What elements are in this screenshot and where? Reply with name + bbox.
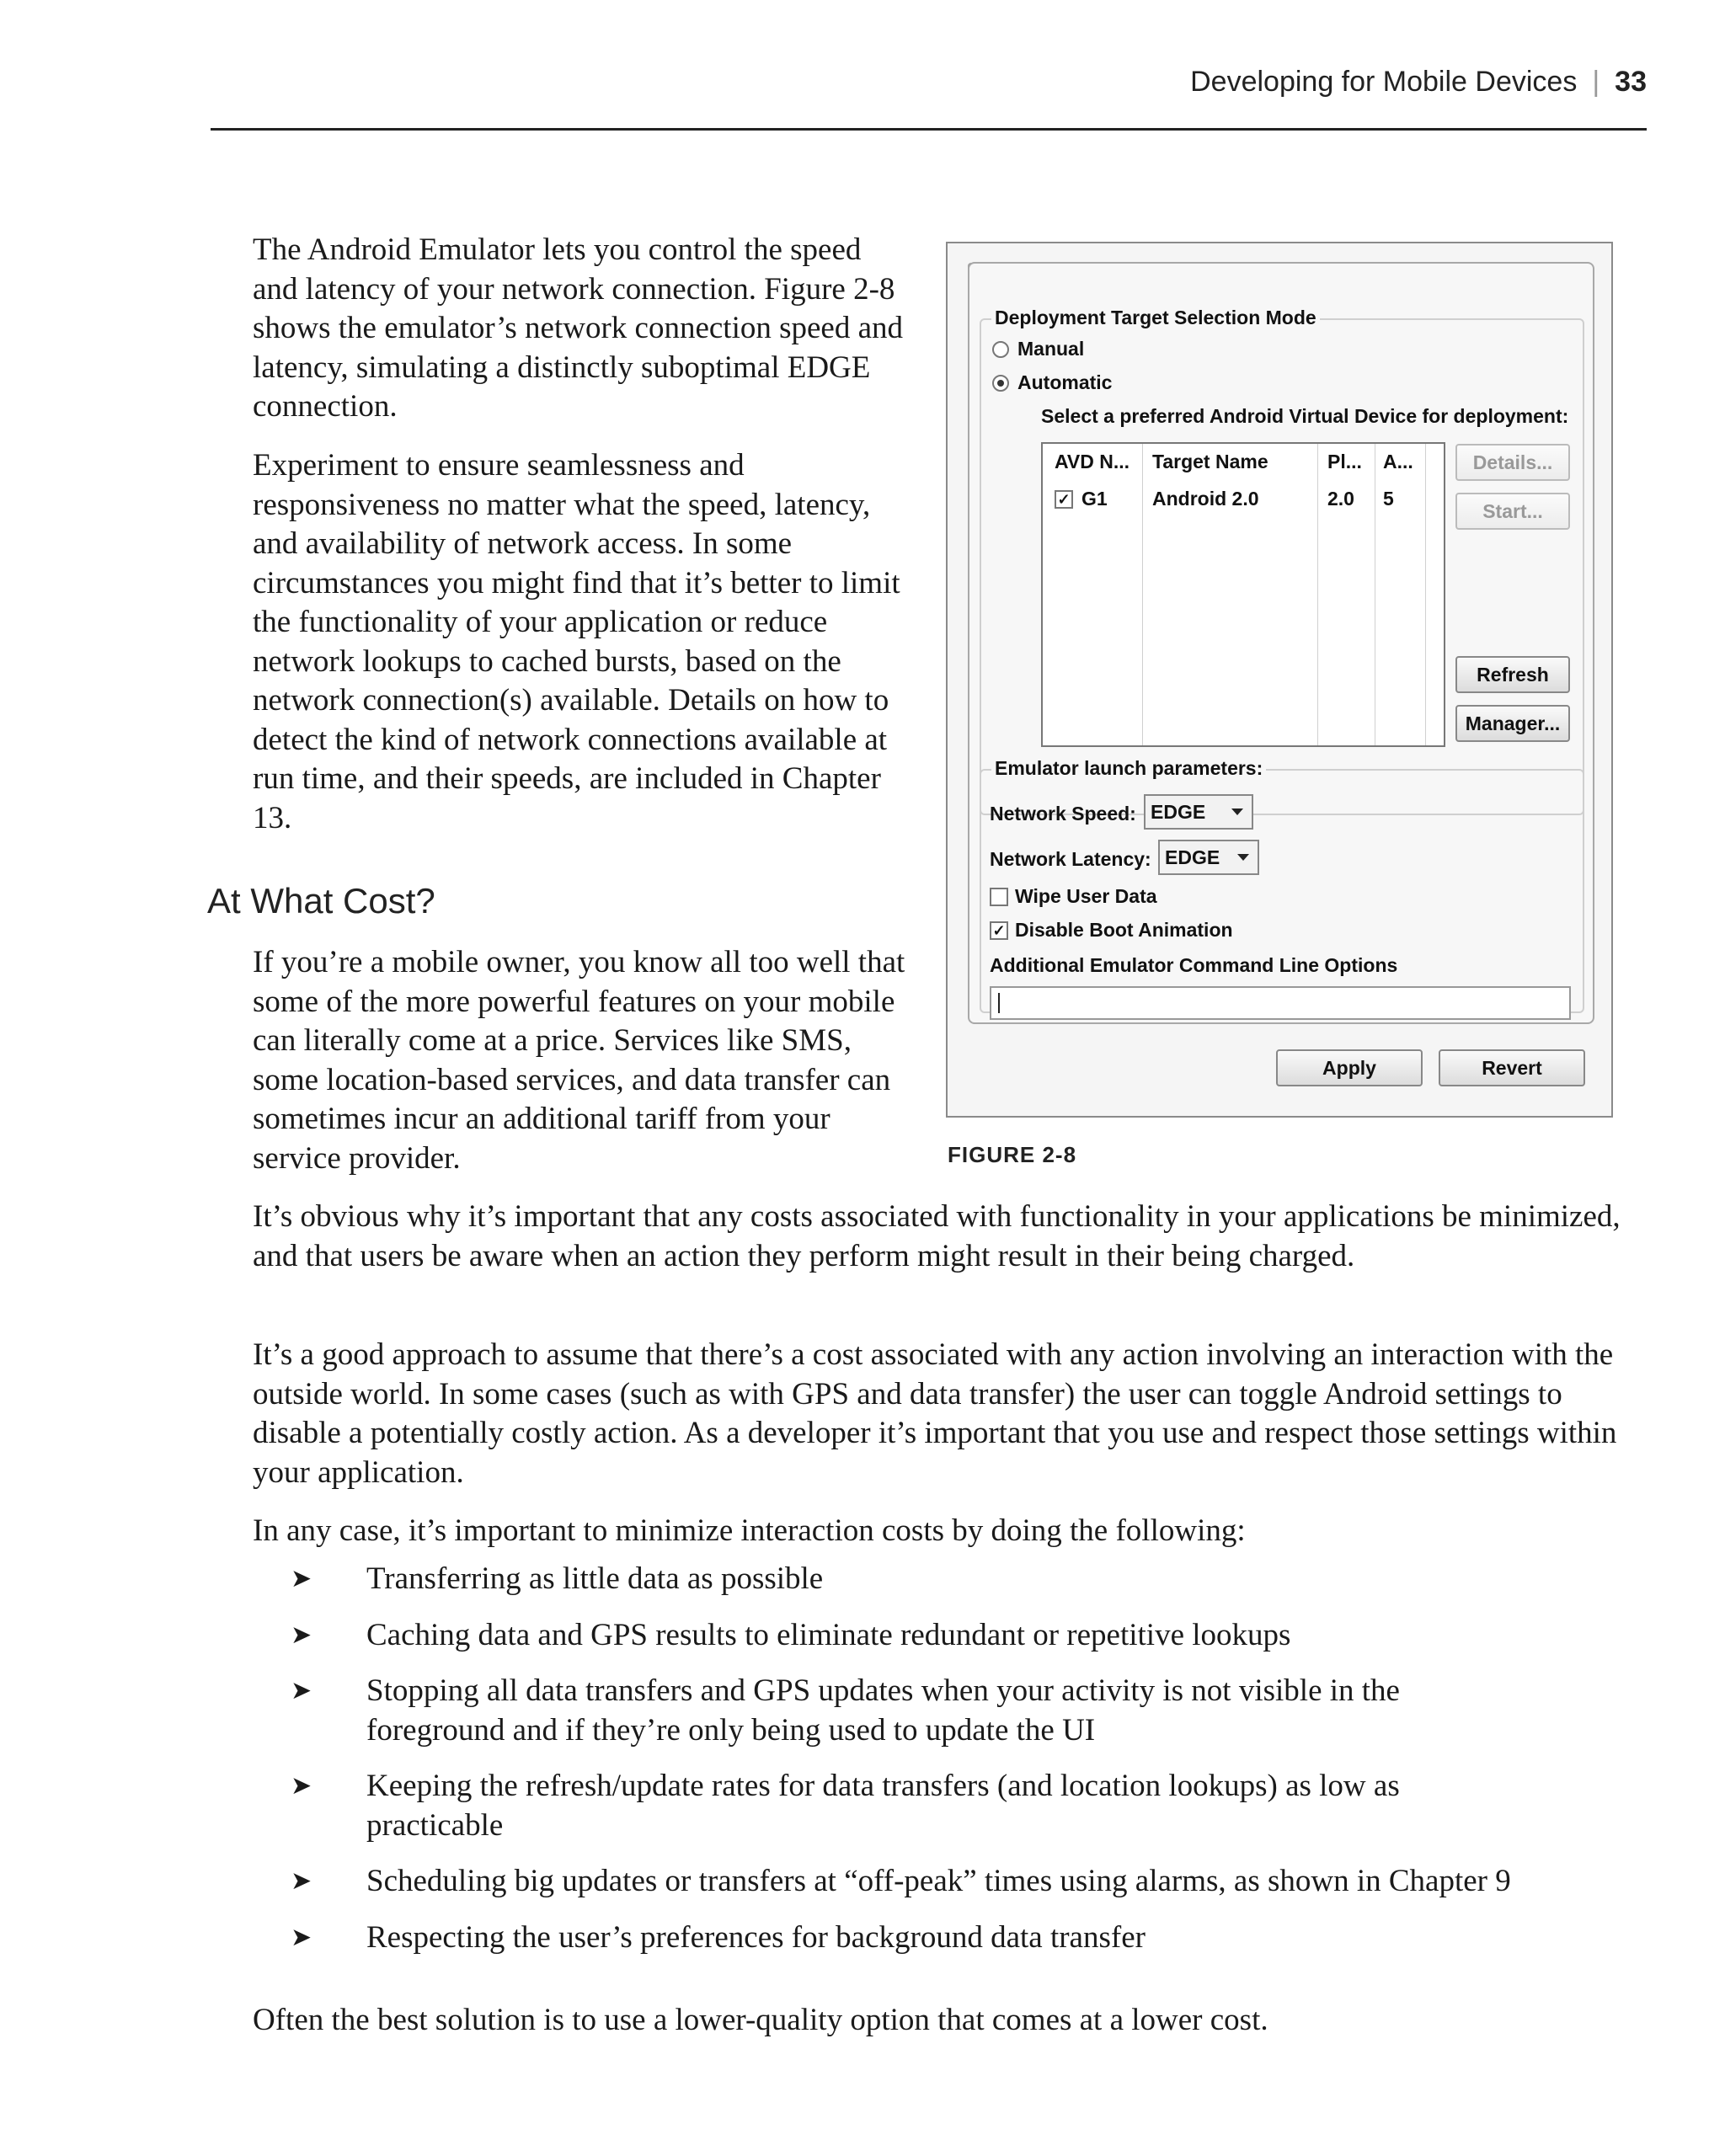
bullet-text: Respecting the user’s preferences for background data transfer bbox=[366, 1919, 1146, 1955]
bullet-text: Caching data and GPS results to eliminate redundant or repetitive lookups bbox=[366, 1617, 1291, 1652]
radio-automatic-label: Automatic bbox=[1017, 371, 1113, 393]
bullet-list bbox=[253, 1560, 1634, 1974]
apply-button-label: Apply bbox=[1322, 1056, 1376, 1079]
wipe-user-data-checkbox[interactable] bbox=[990, 885, 1157, 908]
avd-header-target[interactable]: Target Name bbox=[1152, 451, 1268, 472]
avd-header-platform[interactable]: Pl... bbox=[1327, 451, 1362, 472]
disable-boot-animation-checkbox[interactable] bbox=[990, 919, 1233, 942]
radio-button[interactable] bbox=[992, 341, 1009, 358]
radio-manual-label: Manual bbox=[1017, 338, 1085, 360]
avd-row-api: 5 bbox=[1383, 488, 1394, 510]
avd-row-checkbox[interactable]: ✓ bbox=[1055, 490, 1073, 509]
closing-paragraph: Often the best solution is to use a lower-quality option that comes at a lower cost. bbox=[253, 2003, 1268, 2037]
section-heading: At What Cost? bbox=[207, 881, 435, 921]
radio-manual[interactable] bbox=[992, 338, 1084, 360]
revert-button[interactable] bbox=[1439, 1049, 1585, 1086]
bullet-item bbox=[253, 1767, 1634, 1845]
arrow-bullet-icon: ➤ bbox=[291, 1676, 312, 1705]
emulator-group-label: Emulator launch parameters: bbox=[991, 757, 1266, 780]
network-latency-select[interactable] bbox=[1158, 840, 1259, 875]
figure-caption: FIGURE 2-8 bbox=[948, 1142, 1077, 1167]
avd-header-name[interactable]: AVD N... bbox=[1055, 451, 1130, 472]
network-speed-value: EDGE bbox=[1151, 800, 1206, 823]
avd-select-prompt: Select a preferred Android Virtual Device for deployment: bbox=[1041, 405, 1569, 427]
intro-paragraph-2: Experiment to ensure seamlessness and responsiveness no matter what the speed, latency, and availability of network access. In some circumstances you might find that it’s better to limit the functionality of your application or reduce network lookups to cached bursts, based on the network connection(s) available. Details on how to detect the kind of network connections available at run time, and their speeds, are included in Chapter 13. bbox=[253, 448, 900, 835]
checkbox-checked[interactable]: ✓ bbox=[990, 921, 1008, 940]
network-latency-value: EDGE bbox=[1165, 846, 1220, 868]
arrow-bullet-icon: ➤ bbox=[291, 1771, 312, 1801]
checkbox-unchecked[interactable] bbox=[990, 888, 1008, 906]
disable-boot-animation-label: Disable Boot Animation bbox=[1015, 919, 1233, 941]
additional-options-input[interactable] bbox=[990, 986, 1571, 1020]
section-paragraph-3: It’s a good approach to assume that there’s a cost associated with any action involving an interaction with the outside world. In some cases (such as with GPS and data transfer) the user can toggle Android settings to disable a potentially costly action. As a developer it’s important that you use and respect those settings within your application. bbox=[253, 1337, 1617, 1490]
radio-automatic[interactable] bbox=[992, 371, 1112, 394]
bullet-item bbox=[253, 1919, 1634, 1958]
bullet-item bbox=[253, 1616, 1634, 1656]
avd-row-target: Android 2.0 bbox=[1152, 488, 1259, 510]
avd-name-value: G1 bbox=[1081, 488, 1108, 510]
bullet-text: Stopping all data transfers and GPS updates when your activity is not visible in the foreground and if they’re only being used to update the UI bbox=[366, 1673, 1400, 1748]
bullet-text: Keeping the refresh/update rates for data transfers (and location lookups) as low as practicable bbox=[366, 1769, 1400, 1843]
bullet-text: Scheduling big updates or transfers at “off-peak” times using alarms, as shown in Chapter 9 bbox=[366, 1864, 1511, 1898]
bullet-item bbox=[253, 1672, 1634, 1750]
section-paragraph-4: In any case, it’s important to minimize interaction costs by doing the following: bbox=[253, 1513, 1246, 1548]
apply-button[interactable] bbox=[1276, 1049, 1423, 1086]
arrow-bullet-icon: ➤ bbox=[291, 1922, 312, 1952]
network-speed-label: Network Speed: bbox=[990, 803, 1136, 825]
network-latency-label: Network Latency: bbox=[990, 848, 1151, 870]
intro-paragraph-1: The Android Emulator lets you control the speed and latency of your network connection. Figure 2-8 shows the emulator’s network connection speed and latency, simulating a distinctly suboptimal EDGE connection. bbox=[253, 232, 904, 424]
arrow-bullet-icon: ➤ bbox=[291, 1620, 312, 1650]
chevron-down-icon bbox=[1237, 854, 1249, 861]
arrow-bullet-icon: ➤ bbox=[291, 1866, 312, 1896]
section-paragraph-2: It’s obvious why it’s important that any costs associated with functionality in your applications be minimized, and that users be aware when an action they perform might result in their being charged. bbox=[253, 1199, 1621, 1273]
avd-row-name[interactable] bbox=[1055, 488, 1108, 510]
chevron-down-icon bbox=[1231, 808, 1243, 815]
additional-options-label: Additional Emulator Command Line Options bbox=[990, 954, 1398, 976]
page-number: 33 bbox=[1615, 66, 1647, 98]
bullet-item bbox=[253, 1560, 1634, 1599]
running-title: Developing for Mobile Devices bbox=[1190, 66, 1578, 98]
section-paragraph-1: If you’re a mobile owner, you know all too well that some of the more powerful features on your mobile can literally come at a price. Services like SMS, some location-based services, and data transfer can sometimes incur an additional tariff from your service provider. bbox=[253, 945, 905, 1176]
start-button[interactable]: Start... bbox=[1455, 493, 1570, 530]
radio-button-selected[interactable] bbox=[992, 375, 1009, 392]
running-head: Developing for Mobile Devices | 33 bbox=[1190, 66, 1647, 98]
target-tab-panel bbox=[968, 262, 1594, 1024]
avd-header-api[interactable]: A... bbox=[1383, 451, 1413, 472]
network-speed-select[interactable] bbox=[1144, 794, 1253, 830]
bullet-item bbox=[253, 1862, 1634, 1902]
avd-table[interactable] bbox=[1041, 442, 1445, 747]
deployment-group-label: Deployment Target Selection Mode bbox=[991, 307, 1320, 329]
revert-button-label: Revert bbox=[1482, 1056, 1542, 1079]
arrow-bullet-icon: ➤ bbox=[291, 1564, 312, 1593]
refresh-button[interactable]: Refresh bbox=[1455, 656, 1570, 693]
wipe-user-data-label: Wipe User Data bbox=[1015, 885, 1157, 907]
bullet-text: Transferring as little data as possible bbox=[366, 1561, 824, 1596]
manager-button[interactable]: Manager... bbox=[1455, 705, 1570, 742]
figure-run-configuration bbox=[946, 242, 1613, 1118]
details-button[interactable]: Details... bbox=[1455, 444, 1570, 481]
page-header bbox=[211, 52, 1647, 131]
avd-row-platform: 2.0 bbox=[1327, 488, 1354, 510]
